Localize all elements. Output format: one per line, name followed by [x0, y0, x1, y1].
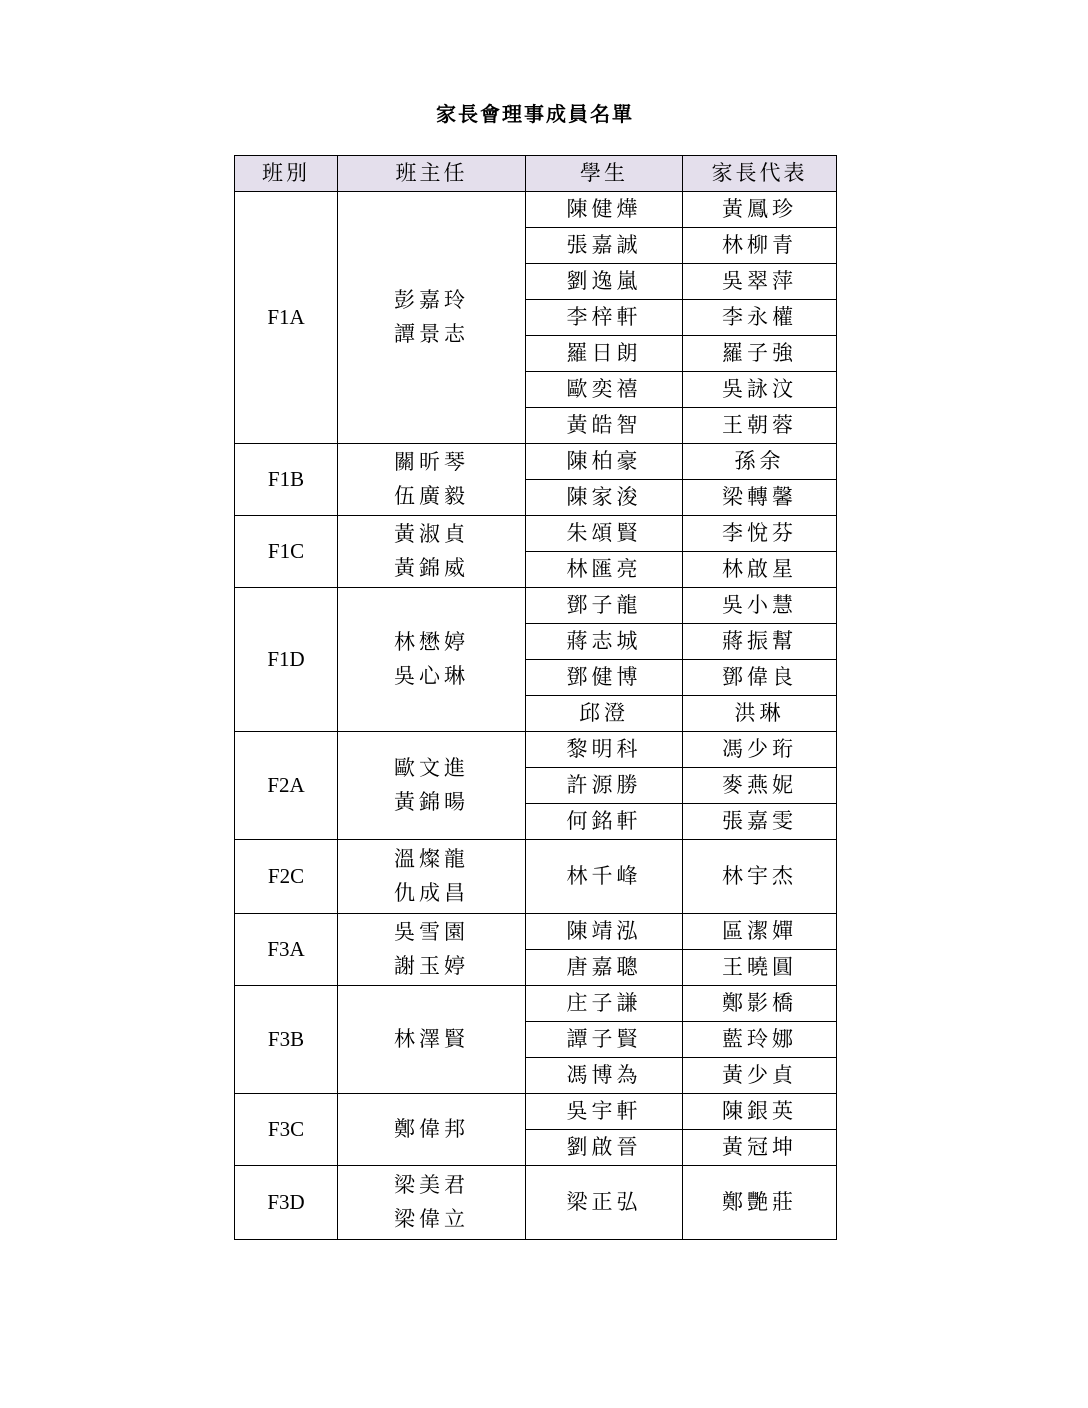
- table-row: [235, 732, 837, 768]
- student-cell: 朱頌賢: [526, 516, 683, 552]
- parent-cell: 李永權: [683, 300, 837, 336]
- parent-cell: 吳詠汶: [683, 372, 837, 408]
- parent-cell: 林啟星: [683, 552, 837, 588]
- student-cell: 許源勝: [526, 768, 683, 804]
- teacher-name: 林澤賢: [394, 1026, 469, 1051]
- table-row: [235, 516, 837, 552]
- class-cell: F3C: [235, 1094, 338, 1166]
- table-row: [235, 840, 837, 914]
- teacher-cell: [338, 986, 526, 1094]
- teacher-cell: [338, 840, 526, 914]
- parent-cell: 陳銀英: [683, 1094, 837, 1130]
- parent-cell: 黃冠坤: [683, 1130, 837, 1166]
- table-row: [235, 1094, 837, 1130]
- table-row: [235, 914, 837, 950]
- parent-cell: 鄭艷莊: [683, 1166, 837, 1240]
- header-parent: 家長代表: [683, 156, 837, 192]
- student-cell: 唐嘉聰: [526, 950, 683, 986]
- student-cell: 陳健燁: [526, 192, 683, 228]
- roster-body: [235, 192, 837, 1240]
- student-cell: 吳宇軒: [526, 1094, 683, 1130]
- student-cell: 歐奕禧: [526, 372, 683, 408]
- header-class: 班別: [235, 156, 338, 192]
- table-row: [235, 986, 837, 1022]
- student-cell: 馮博為: [526, 1058, 683, 1094]
- teacher-name: 黃錦威: [394, 555, 469, 580]
- parent-cell: 麥燕妮: [683, 768, 837, 804]
- header-student: 學生: [526, 156, 683, 192]
- parent-cell: 王曉圓: [683, 950, 837, 986]
- class-cell: F3D: [235, 1166, 338, 1240]
- student-cell: 羅日朗: [526, 336, 683, 372]
- student-cell: 林千峰: [526, 840, 683, 914]
- teacher-name: 歐文進: [394, 755, 469, 780]
- parent-cell: 黃鳳珍: [683, 192, 837, 228]
- student-cell: 張嘉誠: [526, 228, 683, 264]
- parent-cell: 黃少貞: [683, 1058, 837, 1094]
- header-row: [235, 156, 837, 192]
- teacher-name: 吳心琳: [394, 663, 469, 688]
- teacher-name: 鄭偉邦: [394, 1116, 469, 1141]
- teacher-cell: [338, 192, 526, 444]
- student-cell: 鄧健博: [526, 660, 683, 696]
- parent-cell: 吳翠萍: [683, 264, 837, 300]
- class-cell: F1D: [235, 588, 338, 732]
- class-cell: F3B: [235, 986, 338, 1094]
- class-cell: F3A: [235, 914, 338, 986]
- table-row: [235, 1166, 837, 1240]
- teacher-cell: [338, 516, 526, 588]
- table-row: [235, 192, 837, 228]
- teacher-cell: [338, 588, 526, 732]
- student-cell: 譚子賢: [526, 1022, 683, 1058]
- teacher-cell: [338, 444, 526, 516]
- teacher-name: 伍廣毅: [394, 483, 469, 508]
- table-row: [235, 444, 837, 480]
- parent-cell: 區潔嬋: [683, 914, 837, 950]
- teacher-name: 仇成昌: [394, 880, 469, 905]
- student-cell: 陳靖泓: [526, 914, 683, 950]
- parent-cell: 蔣振幫: [683, 624, 837, 660]
- roster-table: [234, 155, 837, 1240]
- parent-cell: 林柳青: [683, 228, 837, 264]
- student-cell: 何銘軒: [526, 804, 683, 840]
- class-cell: F1B: [235, 444, 338, 516]
- class-cell: F2A: [235, 732, 338, 840]
- student-cell: 庄子謙: [526, 986, 683, 1022]
- teacher-name: 溫燦龍: [394, 846, 469, 871]
- student-cell: 劉啟晉: [526, 1130, 683, 1166]
- parent-cell: 梁轉馨: [683, 480, 837, 516]
- teacher-name: 譚景志: [394, 321, 469, 346]
- teacher-cell: [338, 1094, 526, 1166]
- parent-cell: 洪琳: [683, 696, 837, 732]
- teacher-cell: [338, 914, 526, 986]
- student-cell: 鄧子龍: [526, 588, 683, 624]
- table-row: [235, 588, 837, 624]
- parent-cell: 林宇杰: [683, 840, 837, 914]
- parent-cell: 孫余: [683, 444, 837, 480]
- teacher-cell: [338, 1166, 526, 1240]
- teacher-name: 黃淑貞: [394, 521, 469, 546]
- teacher-name: 彭嘉玲: [394, 287, 469, 312]
- teacher-name: 梁美君: [394, 1172, 469, 1197]
- parent-cell: 馮少珩: [683, 732, 837, 768]
- student-cell: 黃皓智: [526, 408, 683, 444]
- parent-cell: 李悅芬: [683, 516, 837, 552]
- parent-cell: 王朝蓉: [683, 408, 837, 444]
- parent-cell: 鄭影橋: [683, 986, 837, 1022]
- student-cell: 蔣志城: [526, 624, 683, 660]
- parent-cell: 張嘉雯: [683, 804, 837, 840]
- teacher-name: 黃錦暘: [394, 789, 469, 814]
- parent-cell: 羅子強: [683, 336, 837, 372]
- student-cell: 邱澄: [526, 696, 683, 732]
- class-cell: F1A: [235, 192, 338, 444]
- student-cell: 黎明科: [526, 732, 683, 768]
- student-cell: 劉逸嵐: [526, 264, 683, 300]
- student-cell: 李梓軒: [526, 300, 683, 336]
- class-cell: F2C: [235, 840, 338, 914]
- teacher-name: 謝玉婷: [394, 953, 469, 978]
- teacher-name: 林懋婷: [394, 629, 469, 654]
- parent-cell: 鄧偉良: [683, 660, 837, 696]
- parent-cell: 藍玲娜: [683, 1022, 837, 1058]
- student-cell: 林匯亮: [526, 552, 683, 588]
- teacher-name: 關昕琴: [394, 449, 469, 474]
- header-teacher: 班主任: [338, 156, 526, 192]
- student-cell: 陳家浚: [526, 480, 683, 516]
- teacher-name: 梁偉立: [394, 1206, 469, 1231]
- teacher-name: 吳雪園: [394, 919, 469, 944]
- student-cell: 陳柏豪: [526, 444, 683, 480]
- class-cell: F1C: [235, 516, 338, 588]
- parent-cell: 吳小慧: [683, 588, 837, 624]
- document-title: 家長會理事成員名單: [436, 102, 634, 126]
- teacher-cell: [338, 732, 526, 840]
- student-cell: 梁正弘: [526, 1166, 683, 1240]
